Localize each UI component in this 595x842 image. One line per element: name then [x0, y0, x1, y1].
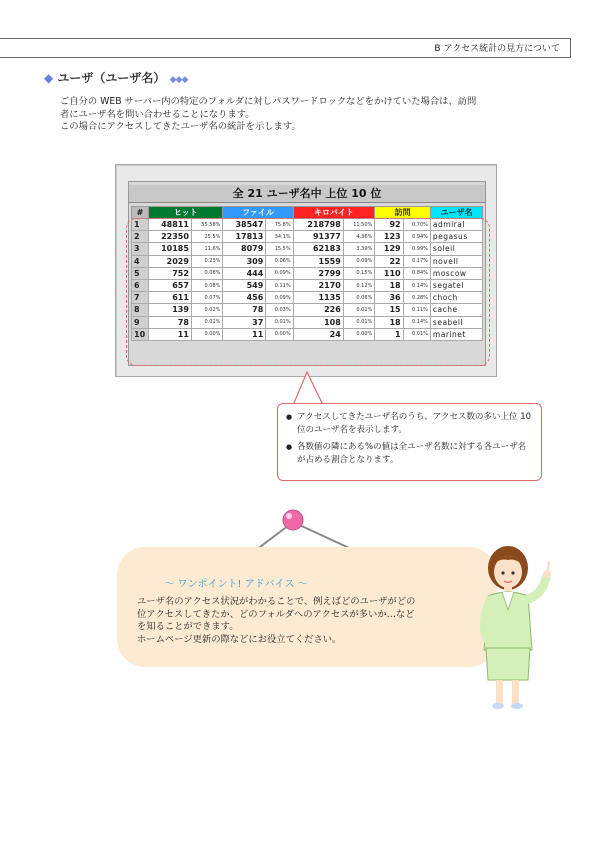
cell-kilobytes-pct: 0.15% — [343, 267, 374, 279]
cell-visits: 22 — [375, 255, 403, 267]
cell-files-pct: 0.03% — [266, 304, 293, 316]
cell-files: 38547 — [223, 219, 266, 231]
col-files: ファイル — [223, 207, 293, 219]
cell-visits-pct: 0.84% — [403, 267, 430, 279]
section-title: ユーザ（ユーザ名） — [57, 71, 166, 85]
cell-files: 37 — [223, 316, 266, 328]
cell-files: 456 — [223, 292, 266, 304]
cell-hits: 657 — [149, 279, 192, 291]
cell-kilobytes-pct: 0.00% — [343, 328, 374, 340]
col-visits: 訪問 — [375, 207, 431, 219]
cell-rank: 1 — [132, 219, 149, 231]
col-hits: ヒット — [149, 207, 223, 219]
cell-hits-pct: 0.01% — [191, 316, 222, 328]
cell-files: 78 — [223, 304, 266, 316]
cell-files: 444 — [223, 267, 266, 279]
cell-username: marinet — [430, 328, 482, 340]
cell-files: 309 — [223, 255, 266, 267]
cell-hits: 48811 — [149, 219, 192, 231]
cell-files-pct: 0.09% — [266, 292, 293, 304]
cell-kilobytes: 1135 — [293, 292, 343, 304]
cell-visits-pct: 0.94% — [403, 231, 430, 243]
cell-kilobytes-pct: 0.12% — [343, 279, 374, 291]
cell-hits-pct: 11.6% — [191, 243, 222, 255]
cell-kilobytes-pct: 0.01% — [343, 304, 374, 316]
cell-rank: 2 — [132, 231, 149, 243]
cell-rank: 5 — [132, 267, 149, 279]
cell-rank: 10 — [132, 328, 149, 340]
cell-kilobytes-pct: 3.39% — [343, 243, 374, 255]
callout-item: ● 各数値の隣にある%の値は全ユーザ名数に対する各ユーザ名が占める割合となります。 — [286, 441, 527, 466]
cell-kilobytes: 62183 — [293, 243, 343, 255]
col-rank: # — [132, 207, 149, 219]
cell-visits: 110 — [375, 267, 403, 279]
section-label: B アクセス統計の見方について — [434, 44, 560, 54]
cell-hits-pct: 55.58% — [191, 219, 222, 231]
cell-hits-pct: 0.08% — [191, 279, 222, 291]
cell-rank: 8 — [132, 304, 149, 316]
cell-hits: 752 — [149, 267, 192, 279]
callout-item: ● アクセスしてきたユーザ名のうち、アクセス数の多い上位 10 位のユーザ名を表示します。 — [286, 411, 537, 436]
cell-files-pct: 34.1% — [266, 231, 293, 243]
advice-title: ～ ワンポイント! アドバイス ～ — [164, 579, 308, 590]
diamond-trail-icon: ◆◆◆ — [169, 75, 188, 85]
cell-visits: 123 — [375, 231, 403, 243]
cell-username: pegasus — [430, 231, 482, 243]
cell-kilobytes: 1559 — [293, 255, 343, 267]
cell-kilobytes: 2799 — [293, 267, 343, 279]
cell-files: 8079 — [223, 243, 266, 255]
diamond-icon: ◆ — [44, 71, 54, 85]
cell-kilobytes-pct: 0.09% — [343, 255, 374, 267]
cell-hits-pct: 0.08% — [191, 267, 222, 279]
cell-hits: 2029 — [149, 255, 192, 267]
cell-files-pct: 0.06% — [266, 255, 293, 267]
cell-kilobytes-pct: 0.06% — [343, 292, 374, 304]
cell-rank: 4 — [132, 255, 149, 267]
advice-text — [137, 596, 487, 646]
cell-kilobytes-pct: 4.36% — [343, 231, 374, 243]
intro-line: この場合にアクセスしてきたユーザ名の統計を示します。 — [60, 121, 301, 132]
cell-visits: 18 — [375, 279, 403, 291]
cell-hits: 139 — [149, 304, 192, 316]
cell-rank: 9 — [132, 316, 149, 328]
cell-hits: 11 — [149, 328, 192, 340]
col-kilobytes: キロバイト — [293, 207, 375, 219]
cell-visits-pct: 0.01% — [403, 328, 430, 340]
cell-hits-pct: 0.00% — [191, 328, 222, 340]
cell-visits-pct: 0.28% — [403, 292, 430, 304]
advisor-woman-illustration — [470, 540, 570, 715]
cell-visits-pct: 0.14% — [403, 279, 430, 291]
advice-line: ホームページ更新の際などにお役立てください。 — [137, 633, 342, 645]
cell-hits: 22350 — [149, 231, 192, 243]
intro-line: ご自分の WEB サーバー内の特定のフォルダに対しパスワードロックなどをかけていた場合は、訪問 — [60, 96, 477, 107]
cell-kilobytes: 24 — [293, 328, 343, 340]
cell-visits-pct: 0.14% — [403, 316, 430, 328]
cell-kilobytes: 226 — [293, 304, 343, 316]
cell-hits: 78 — [149, 316, 192, 328]
cell-hits: 611 — [149, 292, 192, 304]
cell-visits-pct: 0.11% — [403, 304, 430, 316]
cell-rank: 3 — [132, 243, 149, 255]
cell-kilobytes: 218798 — [293, 219, 343, 231]
table-title: 全 21 ユーザ名中 上位 10 位 — [129, 185, 485, 203]
intro-line: 者にユーザ名を問い合わせることになります。 — [60, 108, 255, 120]
cell-files: 549 — [223, 279, 266, 291]
cell-files-pct: 0.09% — [266, 267, 293, 279]
pushpin-icon — [283, 510, 303, 530]
advice-line: を知ることができます。 — [137, 621, 239, 632]
col-username: ユーザ名 — [430, 207, 482, 219]
cell-files-pct: 15.5% — [266, 243, 293, 255]
cell-visits: 1 — [375, 328, 403, 340]
cell-hits: 10185 — [149, 243, 192, 255]
cell-kilobytes: 108 — [293, 316, 343, 328]
cell-username: soleil — [430, 243, 482, 255]
cell-visits: 36 — [375, 292, 403, 304]
cell-username: moscow — [430, 267, 482, 279]
cell-hits-pct: 0.23% — [191, 255, 222, 267]
cell-kilobytes: 2170 — [293, 279, 343, 291]
cell-visits-pct: 0.99% — [403, 243, 430, 255]
cell-hits-pct: 0.07% — [191, 292, 222, 304]
cell-visits: 92 — [375, 219, 403, 231]
cell-visits-pct: 0.17% — [403, 255, 430, 267]
cell-visits-pct: 0.70% — [403, 219, 430, 231]
cell-files-pct: 0.00% — [266, 328, 293, 340]
cell-files-pct: 0.01% — [266, 316, 293, 328]
cell-hits-pct: 25.5% — [191, 231, 222, 243]
cell-hits-pct: 0.02% — [191, 304, 222, 316]
cell-username: novell — [430, 255, 482, 267]
cell-username: choch — [430, 292, 482, 304]
cell-username: segatel — [430, 279, 482, 291]
cell-username: admiral — [430, 219, 482, 231]
cell-visits: 15 — [375, 304, 403, 316]
cell-files-pct: 75.8% — [266, 219, 293, 231]
cell-files: 11 — [223, 328, 266, 340]
cell-username: seabell — [430, 316, 482, 328]
cell-visits: 129 — [375, 243, 403, 255]
advice-line: 位アクセスしてきたか、どのフォルダへのアクセスが多いか…など — [137, 608, 415, 620]
cell-files-pct: 0.11% — [266, 279, 293, 291]
advice-line: ユーザ名のアクセス状況がわかることで、例えばどのユーザがどの — [137, 596, 416, 607]
cell-visits: 18 — [375, 316, 403, 328]
cell-username: cache — [430, 304, 482, 316]
cell-files: 17813 — [223, 231, 266, 243]
cell-rank: 6 — [132, 279, 149, 291]
cell-rank: 7 — [132, 292, 149, 304]
cell-kilobytes-pct: 0.01% — [343, 316, 374, 328]
cell-kilobytes: 91377 — [293, 231, 343, 243]
cell-kilobytes-pct: 11.50% — [343, 219, 374, 231]
